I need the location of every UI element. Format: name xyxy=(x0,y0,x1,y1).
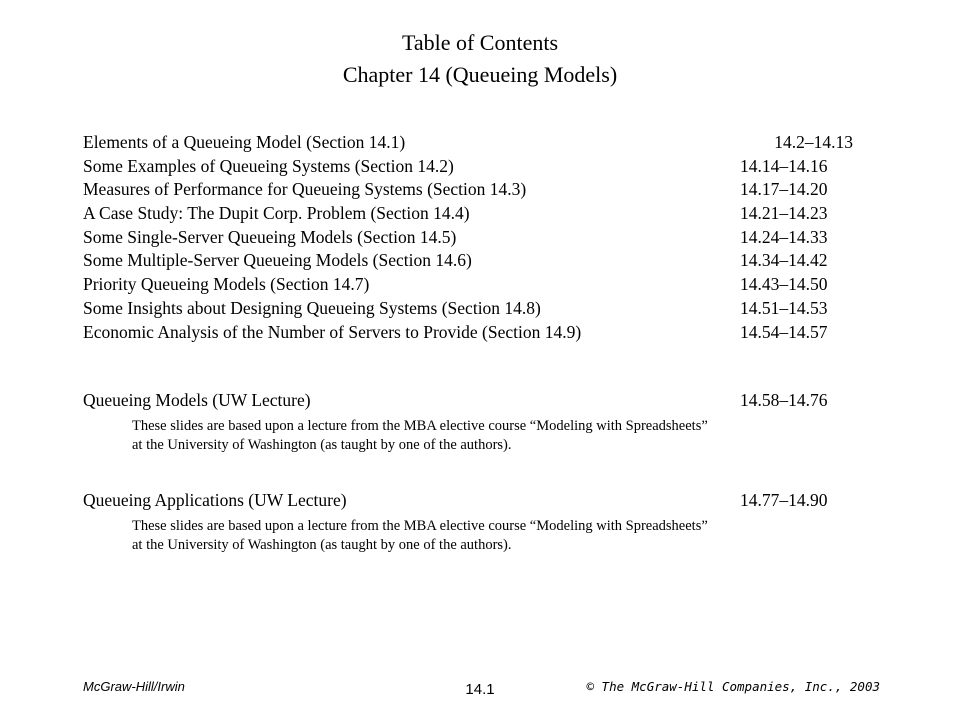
toc-entry-label: Some Multiple-Server Queueing Models (Section 14.6) xyxy=(83,250,472,271)
toc-entry-label: Measures of Performance for Queueing Systems (Section 14.3) xyxy=(83,179,527,200)
toc-entry-pages: 14.14–14.16 xyxy=(740,155,828,176)
toc-entry-pages: 14.2–14.13 xyxy=(774,132,853,152)
toc-row xyxy=(83,273,883,297)
note-line: at the University of Washington (as taught by one of the authors). xyxy=(132,536,512,553)
chapter-subtitle: Chapter 14 (Queueing Models) xyxy=(342,62,618,87)
toc-entry-label: Some Insights about Designing Queueing Systems (Section 14.8) xyxy=(83,297,541,318)
lecture-pages: 14.77–14.90 xyxy=(740,490,828,510)
toc-row xyxy=(83,155,883,179)
lecture-note xyxy=(132,417,883,455)
toc-row xyxy=(83,249,883,273)
toc-entry-label: Elements of a Queueing Model (Section 14.1) xyxy=(83,132,406,152)
note-line: These slides are based upon a lecture from the MBA elective course “Modeling with Spreadsheets” xyxy=(132,517,708,534)
toc-entry-label: Priority Queueing Models (Section 14.7) xyxy=(83,274,370,295)
copyright-footer: © The McGraw-Hill Companies, Inc., 2003 xyxy=(586,679,880,694)
lecture-note xyxy=(132,517,883,555)
toc-entry-label: A Case Study: The Dupit Corp. Problem (Section 14.4) xyxy=(83,203,470,224)
toc-entry-pages: 14.54–14.57 xyxy=(740,321,828,342)
table-of-contents xyxy=(83,131,883,344)
toc-row xyxy=(83,389,883,413)
toc-entry-pages: 14.17–14.20 xyxy=(740,179,828,200)
toc-entry-label: Some Single-Server Queueing Models (Section 14.5) xyxy=(83,226,457,247)
toc-entry-pages: 14.21–14.23 xyxy=(740,203,828,224)
toc-entry-pages: 14.51–14.53 xyxy=(740,297,828,318)
lecture-section xyxy=(83,489,883,555)
toc-entry-label: Some Examples of Queueing Systems (Section 14.2) xyxy=(83,155,454,176)
toc-row xyxy=(83,226,883,250)
toc-row xyxy=(83,489,883,513)
lecture-section xyxy=(83,389,883,455)
lecture-pages: 14.58–14.76 xyxy=(740,390,828,410)
note-line: These slides are based upon a lecture from the MBA elective course “Modeling with Spreadsheets” xyxy=(132,417,708,434)
toc-row xyxy=(83,321,883,345)
note-line: at the University of Washington (as taught by one of the authors). xyxy=(132,436,512,453)
publisher-footer: McGraw-Hill/Irwin xyxy=(83,679,185,694)
toc-row xyxy=(83,202,883,226)
toc-row xyxy=(83,178,883,202)
toc-row xyxy=(83,131,883,155)
toc-entry-pages: 14.24–14.33 xyxy=(740,226,828,247)
slide-number: 14.1 xyxy=(465,681,495,698)
lecture-label: Queueing Models (UW Lecture) xyxy=(83,390,311,410)
toc-entry-pages: 14.34–14.42 xyxy=(740,250,828,271)
toc-entry-label: Economic Analysis of the Number of Servers to Provide (Section 14.9) xyxy=(83,321,582,342)
page-title: Table of Contents xyxy=(401,30,559,55)
lecture-label: Queueing Applications (UW Lecture) xyxy=(83,490,347,510)
toc-row xyxy=(83,297,883,321)
toc-entry-pages: 14.43–14.50 xyxy=(740,274,828,295)
